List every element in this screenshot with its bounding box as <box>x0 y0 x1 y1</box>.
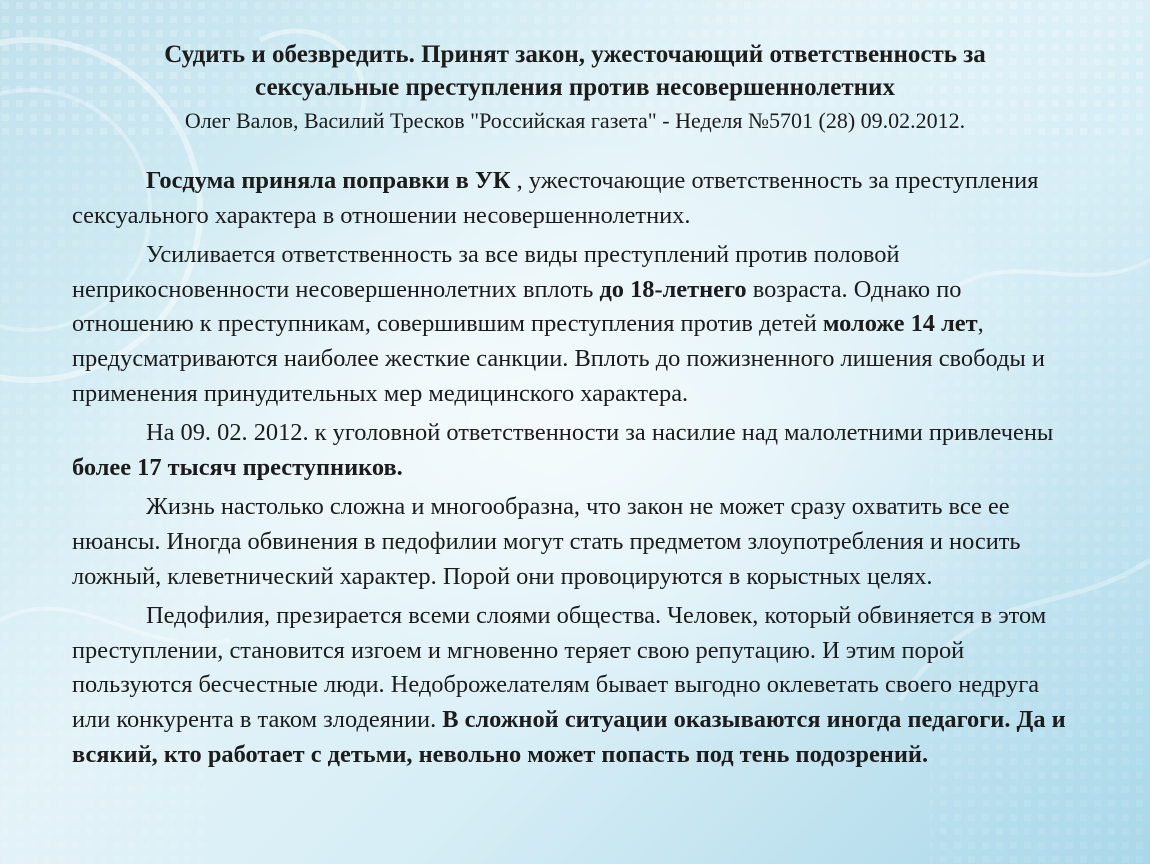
title-line-2: сексуальные преступления против несовершеннолетних <box>255 74 895 101</box>
paragraph-5 <box>72 599 1082 772</box>
paragraph-4 <box>72 490 1082 594</box>
paragraph-2-bold-a: до 18-летнего <box>599 275 747 303</box>
paragraph-4-text: Жизнь настолько сложна и многообразна, что закон не может сразу охватить все ее нюансы. Иногда обвинения в педофилии могут стать предметом злоупотребления и носить ложный, клеветнический характер. Порой они провоцируются в корыстных целях. <box>72 493 1021 590</box>
paragraph-2-text-c: , предусматриваются наиболее жесткие санкции. Вплоть до пожизненного лишения свободы и применения принудительных мер медицинского характера. <box>72 310 1045 407</box>
paragraph-5-text: Педофилия, презирается всеми слоями общества. Человек, который обвиняется в этом преступлении, становится изгоем и мгновенно теряет свою репутацию. И этим порой пользуются бесчестные люди. Недоброжелателям бывает выгодно оклеветать своего недруга или конкурента в таком злодеянии. <box>72 602 1047 733</box>
paragraph-1-text: , ужесточающие ответственность за преступления сексуального характера в отношении несовершеннолетних. <box>72 167 1039 229</box>
paragraph-2-bold-b: моложе 14 лет <box>822 310 978 338</box>
slide-title <box>40 38 1110 104</box>
paragraph-3-bold: более 17 тысяч преступников. <box>72 453 403 481</box>
paragraph-2-text-a: Усиливается ответственность за все виды преступлений против половой неприкосновенности несовершеннолетних вплоть <box>72 241 900 303</box>
article-body <box>72 164 1082 777</box>
paragraph-3-text: На 09. 02. 2012. к уголовной ответственности за насилие над малолетними привлечены <box>146 419 1054 447</box>
paragraph-1-bold: Госдума приняла поправки в УК <box>146 167 511 194</box>
paragraph-1 <box>72 164 1082 233</box>
slide-header <box>40 38 1110 136</box>
paragraph-2 <box>72 238 1082 411</box>
paragraph-3 <box>72 416 1082 485</box>
article-byline: Олег Валов, Василий Тресков "Российская газета" - Неделя №5701 (28) 09.02.2012. <box>184 108 966 133</box>
title-line-1: Судить и обезвредить. Принят закон, ужесточающий ответственность за <box>164 41 986 68</box>
paragraph-2-text-b: возраста. Однако по отношению к преступникам, совершившим преступления против детей <box>72 275 962 338</box>
paragraph-5-bold: В сложной ситуации оказываются иногда педагоги. Да и всякий, кто работает с детьми, невольно может попасть под тень подозрений. <box>72 705 1066 768</box>
